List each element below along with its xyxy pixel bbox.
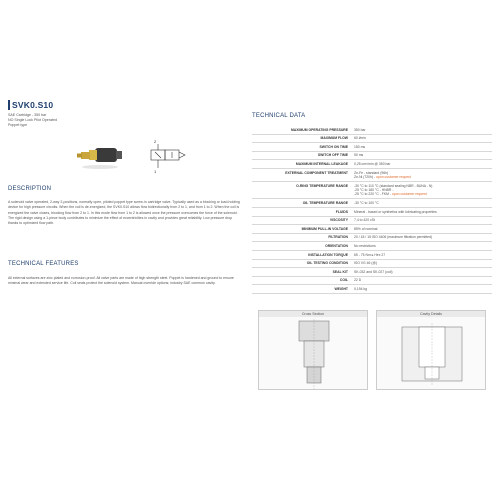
tech-row [252,152,492,161]
cavity-details-figure [376,310,486,390]
technical-features-title: TECHNICAL FEATURES [8,261,79,267]
tech-row-key: FLUIDS [335,209,348,214]
tech-row-value: 7,4 to 420 cSt [354,218,375,223]
cavity-details-drawing [377,317,487,391]
port-1-label: 1 [154,169,157,174]
tech-row-key: SWITCH ON TIME [319,144,348,149]
figures [258,310,486,390]
tech-row [252,143,492,152]
tech-row-note: upon customer request [391,192,427,197]
tech-row-key: MAXIMUM OPERATING PRESSURE [290,127,348,132]
cross-section-drawing [259,317,369,391]
tech-row-key: SWITCH OFF TIME [317,153,348,158]
tech-row-value: 150 ms [354,144,366,149]
tech-row-key: WEIGHT [334,286,348,291]
product-model: SVK0.S10 [8,100,243,110]
tech-row-value: 22 D [354,278,362,283]
tech-row [252,225,492,234]
tech-row-note: upon customer request [376,174,411,179]
valve-schematic [143,138,188,174]
tech-row-value: 0,194 kg [354,286,368,291]
product-line: SAE Cartridge - 350 bar [8,113,47,117]
cross-section-caption: Cross Section [259,311,367,317]
tech-row-key: MAXIMUM FLOW [320,136,348,141]
tech-row-value: -30 °C to 110 °C (standard sealing NBR - BUNA - N) -25 °C to 180 °C - HNBR - -25 °C to 220 °C - FKM - upon customer request [354,183,433,197]
technical-data-title: TECHNICAL DATA [252,113,306,119]
tech-row [252,135,492,144]
tech-row [252,217,492,226]
tech-row-value: SK-032 and SK-027 (coil) [354,269,393,274]
port-2-label: 2 [154,139,157,144]
tech-row-value: ISO VG 46 (@) [354,261,378,266]
tech-row-value: 350 bar [354,127,366,132]
tech-row [252,208,492,217]
tech-row-value: 65 - 75 Nm ▸ Hex 27 [354,252,386,257]
tech-row-value: 20 / 18 / 15 ISO 4406 (maximum filtration permitted) [354,235,433,240]
tech-row [252,285,492,294]
tech-row [252,126,492,135]
tech-row-key: MAXIMUM INTERNAL LEAKAGE [295,161,348,166]
product-header [8,100,243,129]
tech-row-key: OIL TEMPERATURE RANGE [302,200,348,205]
technical-data-table [252,126,492,294]
tech-row [252,268,492,277]
tech-row [252,277,492,286]
tech-row-key: O-RING TEMPERATURE RANGE [296,183,348,188]
tech-row-key: SEAL KIT [332,269,348,274]
tech-row-value: -30 °C to 100 °C [354,200,379,205]
tech-row-key: EXTERNAL COMPONENT TREATMENT [285,170,348,175]
tech-row [252,169,492,182]
cavity-details-caption: Cavity Details [377,311,485,317]
tech-row [252,260,492,269]
product-line: Poppet type [8,123,28,128]
tech-row-value: 60 l/min [354,136,366,141]
tech-row [252,160,492,169]
tech-row-value: Mineral - based or synthetics with lubricating properties [354,209,437,214]
tech-row [252,182,492,199]
tech-row [252,242,492,251]
tech-row [252,199,492,208]
tech-row-key: VISCOSITY [329,218,348,223]
product-line: NO Single Lock Pilot Operated [8,118,57,123]
technical-features-text: All external surfaces are zinc plated and corrosion-proof. All valve parts are made of high strength steel. Poppet is hardened and ground to ensure minimal wear and extended service life. Coil seals protect the solenoid system. Manual override options; industry SAE common cavity. [8,276,234,286]
tech-row-value: 0,25 cm³/min @ 350 bar [354,161,391,166]
tech-row-value: 50 ms [354,153,364,158]
tech-row-key: INSTALLATION TORQUE [308,252,348,257]
tech-row-value: 85% of nominal [354,226,378,231]
tech-row-key: ORIENTATION [325,243,348,248]
cartridge-valve-image [75,140,125,172]
cross-section-figure [258,310,368,390]
tech-row-key: OIL TESTING CONDITION [306,261,348,266]
tech-row [252,234,492,243]
product-subtitle [8,113,243,129]
tech-row-key: FILTRATION [328,235,348,240]
tech-row-key: COIL [339,278,348,283]
tech-row-value: Zn-Fe - standard (96h) Zn-Ni (720h) - upon customer request [354,170,411,179]
description-title: DESCRIPTION [8,186,52,192]
tech-row [252,251,492,260]
tech-row-value: No restrictions [354,243,376,248]
description-text: A solenoid valve operated, 2-way 2-positions, normally open, piloted poppet type screw-in cartridge valve. Typically used as a blocking or load-holding device for high pressure circuits. When the coil is de-energized, the SVK0.S10 allows flow bidirectionally from 2 to 1, and from 1 to 2. When the coil is energized the valve closes, blocking flow from 2 to 1. In this mode flow from 1 to 2 is allowed once the pressure overcomes the force of the solenoid. The rigid design using a 1-piece body contributes to minimize the effect of eccentricities in cavity and provides great reliability. Low pressure drop thanks to optimized flow path. [8,200,240,226]
tech-row-key: MINIMUM PULL-IN VOLTAGE [301,226,348,231]
